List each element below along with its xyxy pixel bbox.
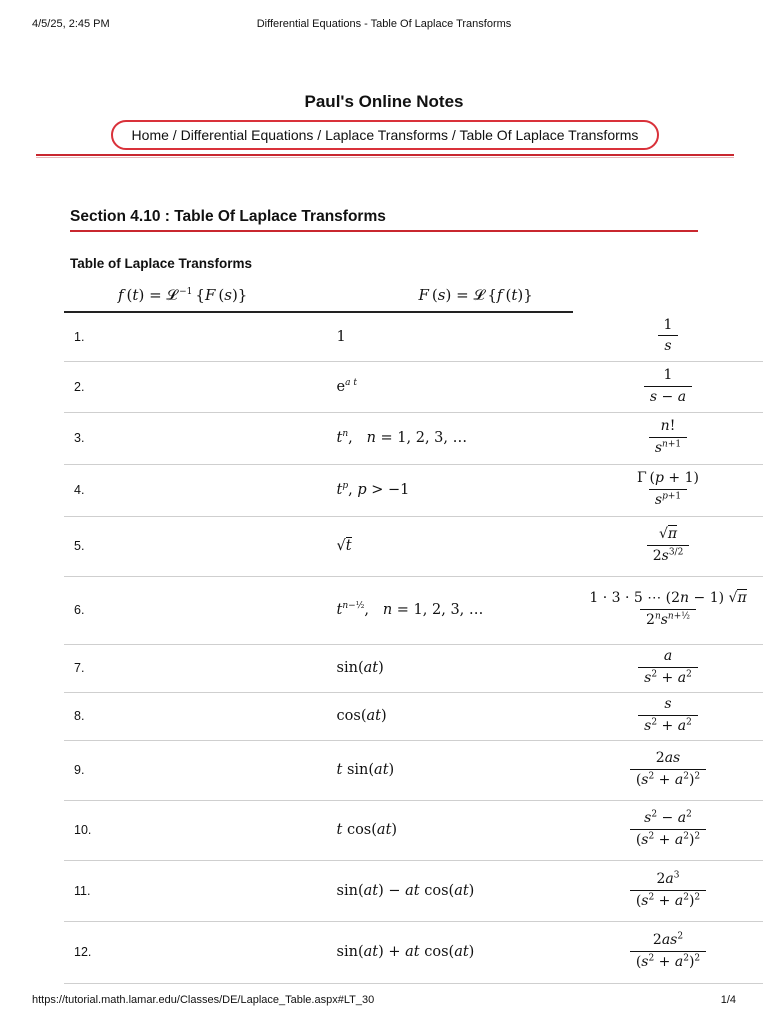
row-f-of-t: sin(at) + at cos(at) xyxy=(337,921,573,983)
row-f-of-t: 1 xyxy=(337,312,573,361)
row-f-of-t: √t xyxy=(337,516,573,576)
table-row xyxy=(64,800,763,860)
table-caption: Table of Laplace Transforms xyxy=(70,256,253,271)
row-f-of-t: cos(at) xyxy=(337,692,573,740)
row-F-of-s: $\frac{2a^3}{(s^2 + a^2)^2}$ xyxy=(573,860,763,921)
row-F-of-s: $\frac{s^2 - a^2}{(s^2 + a^2)^2}$ xyxy=(573,800,763,860)
header-divider-shadow xyxy=(36,157,734,158)
row-F-of-s: $\frac{1 \cdot 3 \cdot 5 \cdots (2n - 1) √\pi}{2^ns^{n+\frac{1}{2}}}$ xyxy=(573,576,763,644)
table-row xyxy=(64,361,763,412)
breadcrumb-laplace-transforms[interactable]: Laplace Transforms xyxy=(325,127,449,143)
row-number: 2. xyxy=(64,361,337,412)
row-number: 9. xyxy=(64,740,337,800)
breadcrumb xyxy=(111,120,659,150)
table-header-row xyxy=(64,278,763,312)
table-row xyxy=(64,412,763,464)
table-row xyxy=(64,516,763,576)
row-number: 7. xyxy=(64,644,337,692)
row-f-of-t: $e^{a t}$ xyxy=(337,361,573,412)
table-row xyxy=(64,576,763,644)
row-number: 6. xyxy=(64,576,337,644)
row-f-of-t: $t^{n-\frac{1}{2}}$, n = 1, 2, 3, … xyxy=(337,576,573,644)
row-F-of-s: $\frac{2as}{(s^2 + a^2)^2}$ xyxy=(573,740,763,800)
table-row xyxy=(64,644,763,692)
row-number: 4. xyxy=(64,464,337,516)
breadcrumb-separator: / xyxy=(448,127,460,143)
breadcrumb-separator: / xyxy=(168,127,181,143)
row-number: 11. xyxy=(64,860,337,921)
row-number: 10. xyxy=(64,800,337,860)
table-row xyxy=(64,860,763,921)
row-number: 1. xyxy=(64,312,337,361)
laplace-table xyxy=(64,278,763,984)
table-row xyxy=(64,464,763,516)
row-number: 8. xyxy=(64,692,337,740)
header-F-of-s: F (s) = 𝓛 {f (t)} xyxy=(337,278,573,312)
print-url: https://tutorial.math.lamar.edu/Classes/DE/Laplace_Table.aspx#LT_30 xyxy=(32,994,375,1006)
header-f-of-t: f (t) = 𝓛 $^{-1}$ {F (s)} xyxy=(64,278,337,312)
breadcrumb-differential-equations[interactable]: Differential Equations xyxy=(180,127,314,143)
table-row xyxy=(64,740,763,800)
row-f-of-t: sin(at) xyxy=(337,644,573,692)
row-number: 5. xyxy=(64,516,337,576)
row-F-of-s: $\frac{\Gamma (p + 1)}{s^{p+1}}$ xyxy=(573,464,763,516)
table-row xyxy=(64,692,763,740)
header-divider xyxy=(36,154,734,156)
row-F-of-s: $\frac{1}{s - a}$ xyxy=(573,361,763,412)
row-f-of-t: t sin(at) xyxy=(337,740,573,800)
section-divider xyxy=(70,230,698,232)
row-number: 12. xyxy=(64,921,337,983)
breadcrumb-separator: / xyxy=(313,127,326,143)
site-title[interactable]: Paul's Online Notes xyxy=(304,92,464,111)
table-row xyxy=(64,312,763,361)
row-F-of-s: $\frac{1}{s}$ xyxy=(573,312,763,361)
breadcrumb-current-page[interactable]: Table Of Laplace Transforms xyxy=(459,127,639,143)
row-f-of-t: $t^p$, p > −1 xyxy=(337,464,573,516)
print-datetime: 4/5/25, 2:45 PM xyxy=(32,18,110,30)
row-F-of-s: $\frac{√\pi}{2s^{3/2}}$ xyxy=(573,516,763,576)
print-footer xyxy=(32,994,736,1010)
table-row xyxy=(64,921,763,983)
print-doc-title: Differential Equations - Table Of Laplace Transforms xyxy=(256,18,512,30)
row-f-of-t: sin(at) − at cos(at) xyxy=(337,860,573,921)
row-f-of-t: $t^n$, n = 1, 2, 3, … xyxy=(337,412,573,464)
print-header xyxy=(32,18,736,34)
section-title: Section 4.10 : Table Of Laplace Transforms xyxy=(70,208,386,225)
print-page-number: 1/4 xyxy=(720,994,736,1006)
row-f-of-t: t cos(at) xyxy=(337,800,573,860)
breadcrumb-home[interactable]: Home xyxy=(131,127,169,143)
row-F-of-s: $\frac{2as^2}{(s^2 + a^2)^2}$ xyxy=(573,921,763,983)
row-number: 3. xyxy=(64,412,337,464)
row-F-of-s: $\frac{a}{s^2 + a^2}$ xyxy=(573,644,763,692)
row-F-of-s: $\frac{s}{s^2 + a^2}$ xyxy=(573,692,763,740)
row-F-of-s: $\frac{n!}{s^{n+1}}$ xyxy=(573,412,763,464)
